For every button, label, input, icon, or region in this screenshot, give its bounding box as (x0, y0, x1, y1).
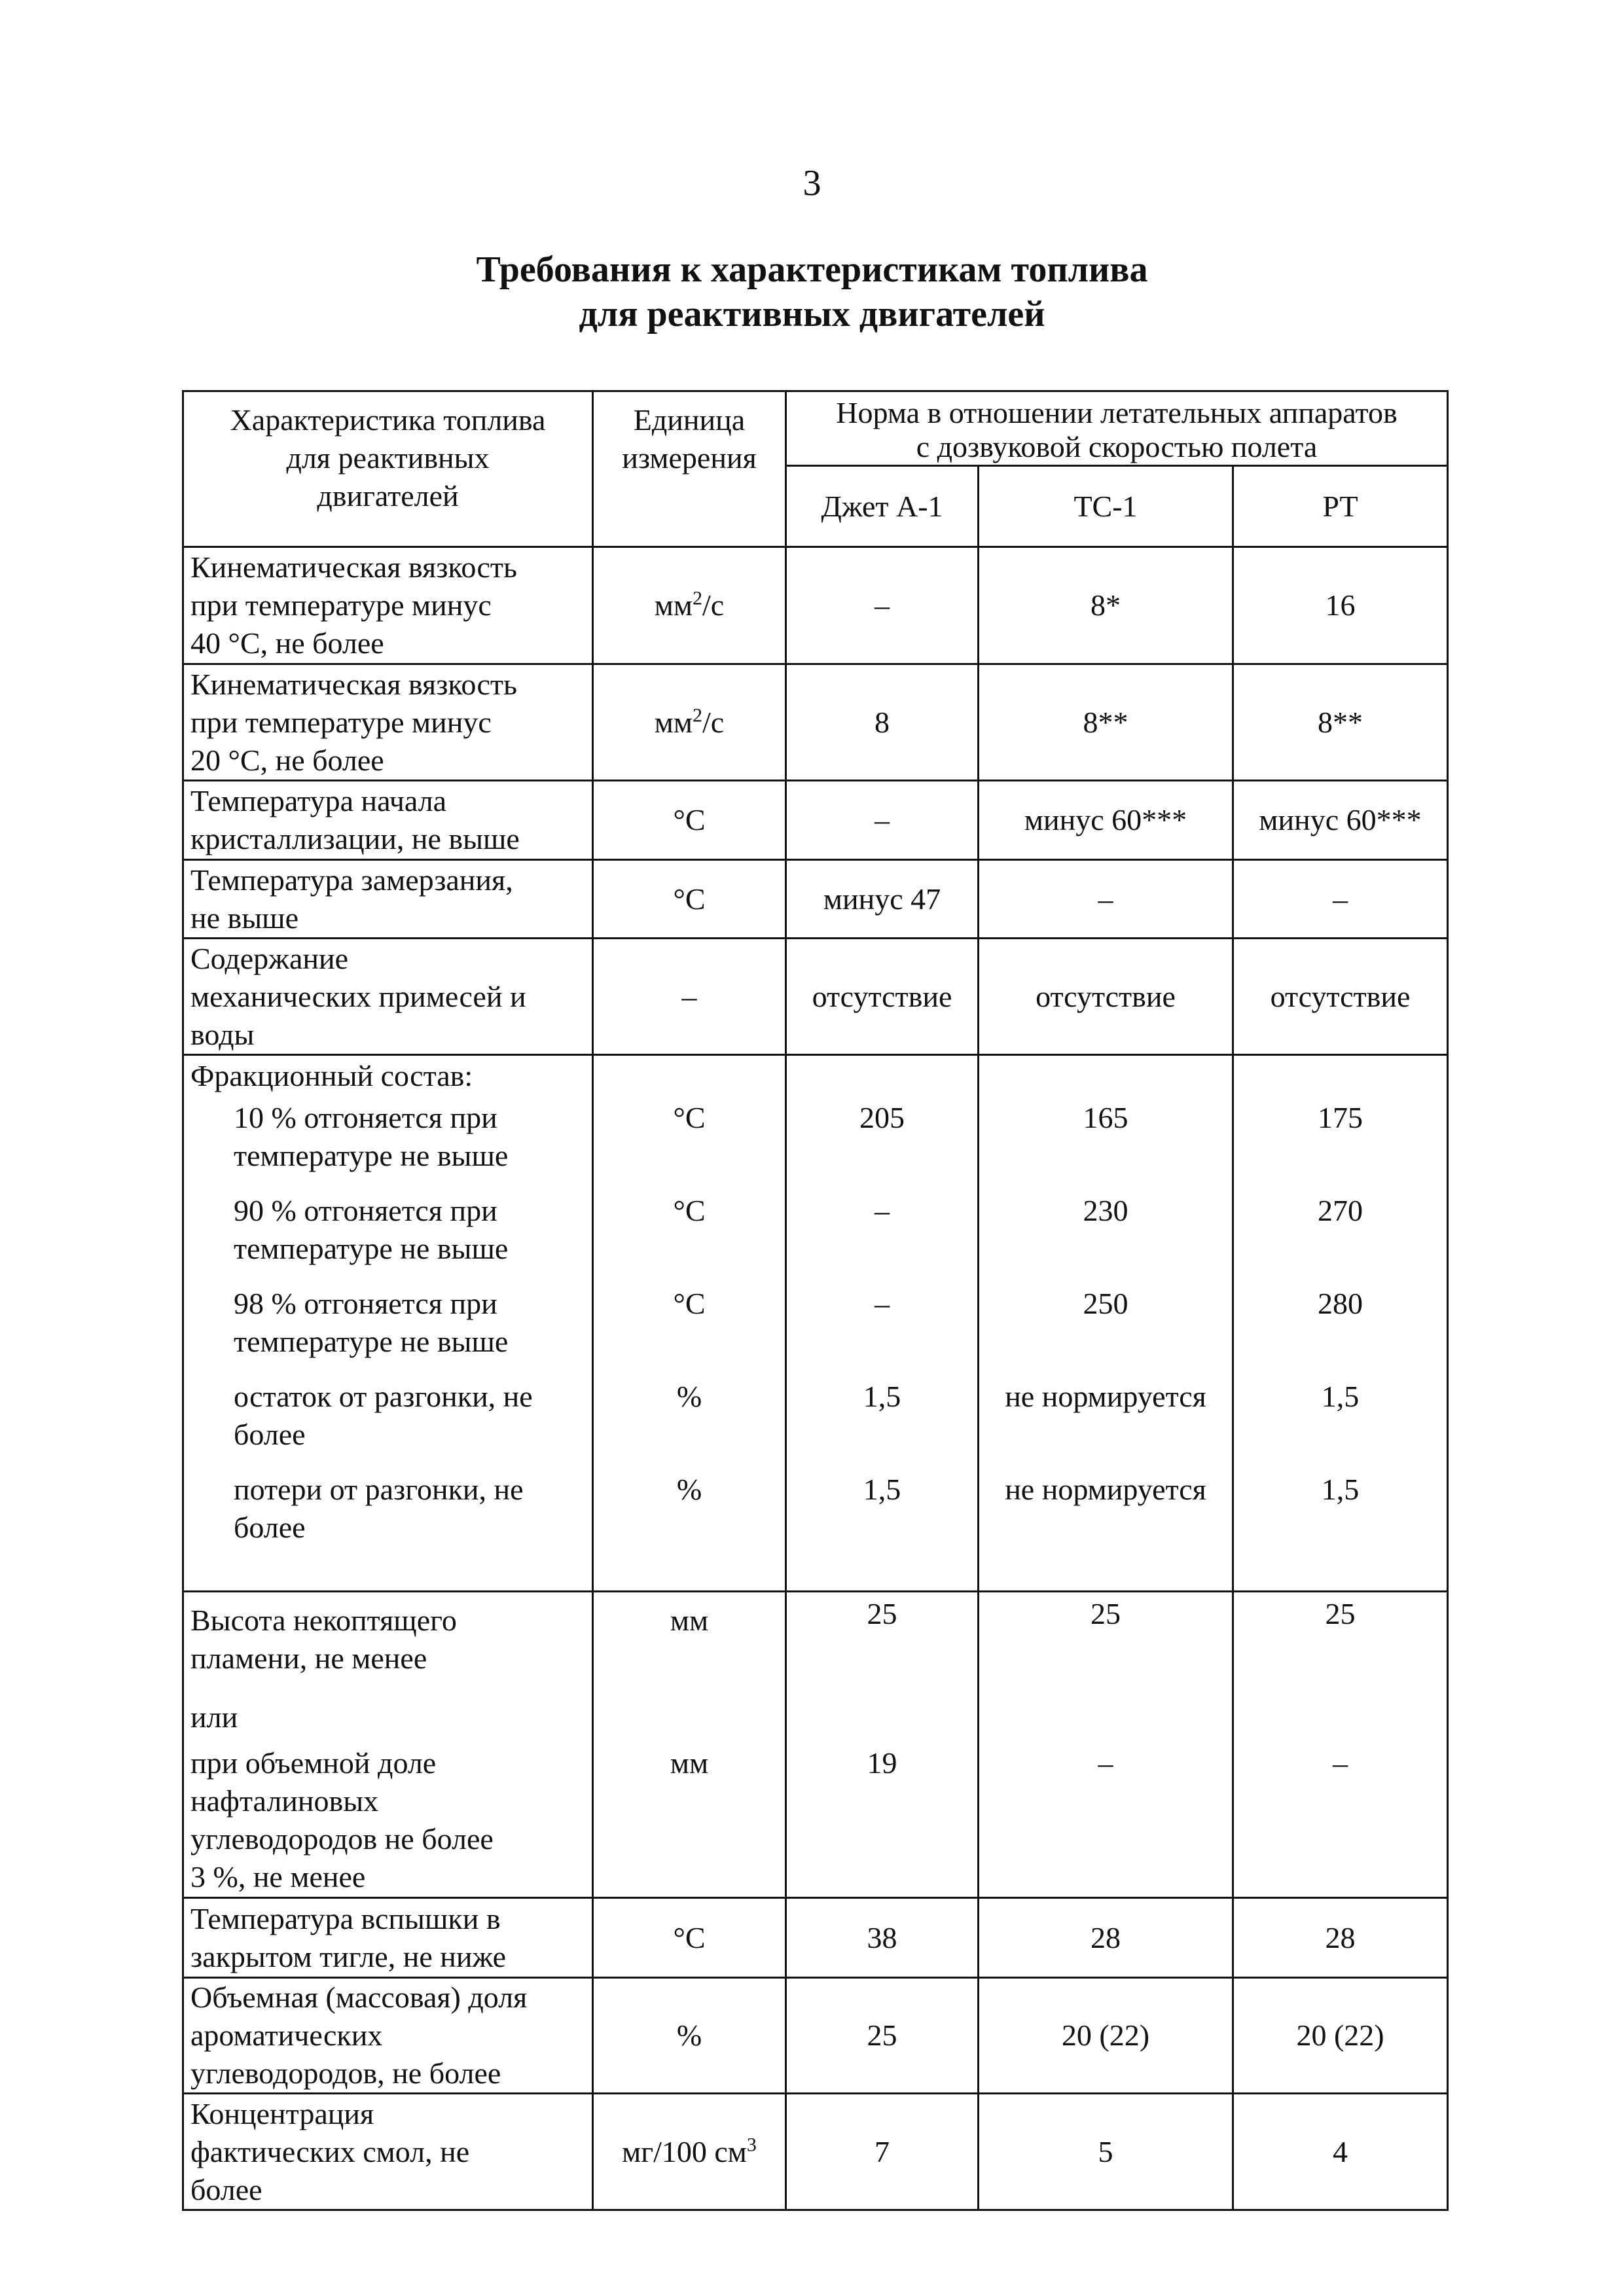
value-text: 25 (867, 1597, 897, 1630)
header-text: для реактивных (286, 441, 490, 475)
label-line: Температура замерзания, (190, 863, 513, 897)
value-cell: 4 (1233, 2094, 1448, 2210)
value-cell: 8 (786, 664, 979, 781)
label-line: остаток от разгонки, не (234, 1380, 533, 1413)
unit-text: мм (654, 705, 693, 739)
label-line: нафталиновых (190, 1784, 379, 1818)
label-line: более (234, 1418, 306, 1451)
unit-cell (593, 1592, 786, 1898)
label-line: не выше (190, 901, 298, 935)
table-row-fraction (183, 1055, 1448, 1592)
value-text: – (1098, 1746, 1113, 1780)
value-cell: 25 (786, 1978, 979, 2094)
fraction-item-label (190, 1471, 592, 1564)
unit-cell (593, 547, 786, 664)
value-text: 1,5 (863, 1380, 901, 1413)
value-cell: 16 (1233, 547, 1448, 664)
row-label (183, 2094, 593, 2210)
label-line: при объемной доле (190, 1746, 437, 1780)
label-line: Температура вспышки в (190, 1901, 501, 1935)
column-rt: РТ (1233, 466, 1448, 547)
value-text: 25 (1091, 1597, 1121, 1630)
value-cell: 7 (786, 2094, 979, 2210)
unit-text: °С (673, 1101, 706, 1134)
table-row (183, 860, 1448, 939)
label-line: более (234, 1511, 306, 1544)
value-text: 230 (1083, 1194, 1128, 1227)
fraction-item-label (190, 1192, 592, 1285)
value-text: 205 (859, 1101, 905, 1134)
label-line: 90 % отгоняется при (234, 1194, 497, 1227)
unit-cell: °С (593, 1898, 786, 1978)
unit-superscript: 2 (693, 704, 702, 726)
table-row (183, 1978, 1448, 2094)
value-cell: – (1233, 860, 1448, 939)
header-text: Норма в отношении летательных аппаратов (836, 396, 1398, 429)
value-cell: – (979, 860, 1233, 939)
document-title (0, 247, 1624, 336)
label-line: углеводородов, не более (190, 2056, 501, 2090)
value-text: 250 (1083, 1287, 1128, 1320)
header-characteristic (183, 391, 593, 547)
value-text: не нормируется (1005, 1380, 1206, 1413)
row-label (183, 1055, 593, 1592)
value-cell: 38 (786, 1898, 979, 1978)
label-line: закрытом тигле, не ниже (190, 1939, 507, 1973)
value-cell: – (786, 547, 979, 664)
label-line: 20 °С, не более (190, 743, 384, 777)
label-line: Концентрация (190, 2096, 374, 2130)
header-text: двигателей (317, 479, 459, 512)
label-line: кристаллизации, не выше (190, 822, 520, 855)
unit-text: /с (702, 705, 725, 739)
value-text: 1,5 (863, 1473, 901, 1506)
column-jet-a1: Джет А-1 (786, 466, 979, 547)
row-label (183, 664, 593, 781)
value-text: 175 (1318, 1101, 1363, 1134)
table-row (183, 547, 1448, 664)
header-norm (786, 391, 1448, 466)
value-cell (786, 1592, 979, 1898)
unit-superscript: 2 (693, 587, 702, 609)
value-text: – (875, 1194, 890, 1227)
value-cell: отсутствие (786, 939, 979, 1055)
value-cell: 8** (1233, 664, 1448, 781)
label-line: температуре не выше (234, 1139, 509, 1172)
value-text: 25 (1325, 1597, 1356, 1630)
row-label (183, 939, 593, 1055)
table-row (183, 664, 1448, 781)
label-line: температуре не выше (234, 1232, 509, 1265)
unit-text: °С (673, 1194, 706, 1227)
value-cell: 5 (979, 2094, 1233, 2210)
label-line: 3 %, не менее (190, 1860, 366, 1893)
fraction-item-label (190, 1378, 592, 1471)
value-cell: минус 47 (786, 860, 979, 939)
unit-text: °С (673, 1287, 706, 1320)
value-text: 1,5 (1321, 1380, 1360, 1413)
header-text: измерения (622, 441, 757, 475)
label-line: углеводородов не более (190, 1822, 494, 1856)
value-cell (979, 1055, 1233, 1592)
value-cell: отсутствие (979, 939, 1233, 1055)
row-label (183, 1592, 593, 1898)
unit-text: /с (702, 588, 725, 622)
label-line: пламени, не менее (190, 1641, 427, 1675)
label-line: 10 % отгоняется при (234, 1101, 497, 1134)
row-label (183, 860, 593, 939)
value-cell: 8** (979, 664, 1233, 781)
unit-text: мм (670, 1746, 709, 1780)
label-line: 98 % отгоняется при (234, 1287, 497, 1320)
row-label (183, 781, 593, 860)
value-cell: минус 60*** (1233, 781, 1448, 860)
value-cell (786, 1055, 979, 1592)
value-cell: 28 (979, 1898, 1233, 1978)
unit-text: % (676, 1380, 702, 1413)
header-text: Единица (633, 403, 746, 437)
label-line: более (190, 2172, 262, 2206)
value-cell (1233, 1592, 1448, 1898)
value-text: не нормируется (1005, 1473, 1206, 1506)
value-text: – (1333, 1746, 1348, 1780)
value-text: – (875, 1287, 890, 1320)
value-text: 280 (1318, 1287, 1363, 1320)
label-line: Кинематическая вязкость (190, 550, 518, 584)
value-text: 165 (1083, 1101, 1128, 1134)
unit-text: мг/100 см (622, 2134, 747, 2168)
header-text: с дозвуковой скоростью полета (916, 430, 1318, 463)
table-row (183, 939, 1448, 1055)
title-line: для реактивных двигателей (579, 294, 1045, 334)
label-line: фактических смол, не (190, 2134, 470, 2168)
value-cell (1233, 1055, 1448, 1592)
table-row (183, 1898, 1448, 1978)
table-row (183, 2094, 1448, 2210)
value-text: 1,5 (1321, 1473, 1360, 1506)
row-label (183, 1898, 593, 1978)
fraction-heading: Фракционный состав: (190, 1059, 473, 1092)
unit-cell: °С (593, 860, 786, 939)
unit-cell: – (593, 939, 786, 1055)
label-line: при температуре минус (190, 588, 492, 622)
unit-text: % (676, 1473, 702, 1506)
requirements-table (182, 390, 1449, 2211)
label-line: 40 °С, не более (190, 626, 384, 660)
unit-cell: °С (593, 781, 786, 860)
value-cell: минус 60*** (979, 781, 1233, 860)
value-text: 19 (867, 1746, 897, 1780)
unit-text: мм (654, 588, 693, 622)
value-cell: 28 (1233, 1898, 1448, 1978)
value-cell: 20 (22) (979, 1978, 1233, 2094)
title-line: Требования к характеристикам топлива (476, 249, 1148, 290)
label-line: воды (190, 1017, 255, 1051)
label-line: ароматических (190, 2018, 383, 2052)
fraction-item-label (190, 1285, 592, 1378)
page-number: 3 (803, 163, 821, 204)
header-unit (593, 391, 786, 547)
value-cell: отсутствие (1233, 939, 1448, 1055)
value-cell: 20 (22) (1233, 1978, 1448, 2094)
label-line: Содержание (190, 941, 349, 975)
value-cell (979, 1592, 1233, 1898)
header-row (183, 391, 1448, 466)
unit-superscript: 3 (746, 2134, 757, 2156)
value-cell: – (786, 781, 979, 860)
column-ts1: ТС-1 (979, 466, 1233, 547)
label-line: механических примесей и (190, 979, 526, 1013)
or-separator: или (190, 1700, 238, 1734)
fraction-item-label (190, 1099, 592, 1192)
unit-cell: % (593, 1978, 786, 2094)
label-line: Высота некоптящего (190, 1604, 457, 1637)
unit-cell (593, 664, 786, 781)
unit-text: мм (670, 1604, 709, 1637)
label-line: Кинематическая вязкость (190, 667, 518, 701)
label-line: Объемная (массовая) доля (190, 1981, 528, 2014)
table-row (183, 781, 1448, 860)
label-line: при температуре минус (190, 705, 492, 739)
value-text: 270 (1318, 1194, 1363, 1227)
label-line: температуре не выше (234, 1325, 509, 1358)
unit-cell (593, 2094, 786, 2210)
value-cell: 8* (979, 547, 1233, 664)
row-label (183, 547, 593, 664)
unit-cell (593, 1055, 786, 1592)
row-label (183, 1978, 593, 2094)
label-line: Температура начала (190, 784, 447, 817)
label-line: потери от разгонки, не (234, 1473, 524, 1506)
table-row-flame (183, 1592, 1448, 1898)
header-text: Характеристика топлива (230, 403, 546, 437)
